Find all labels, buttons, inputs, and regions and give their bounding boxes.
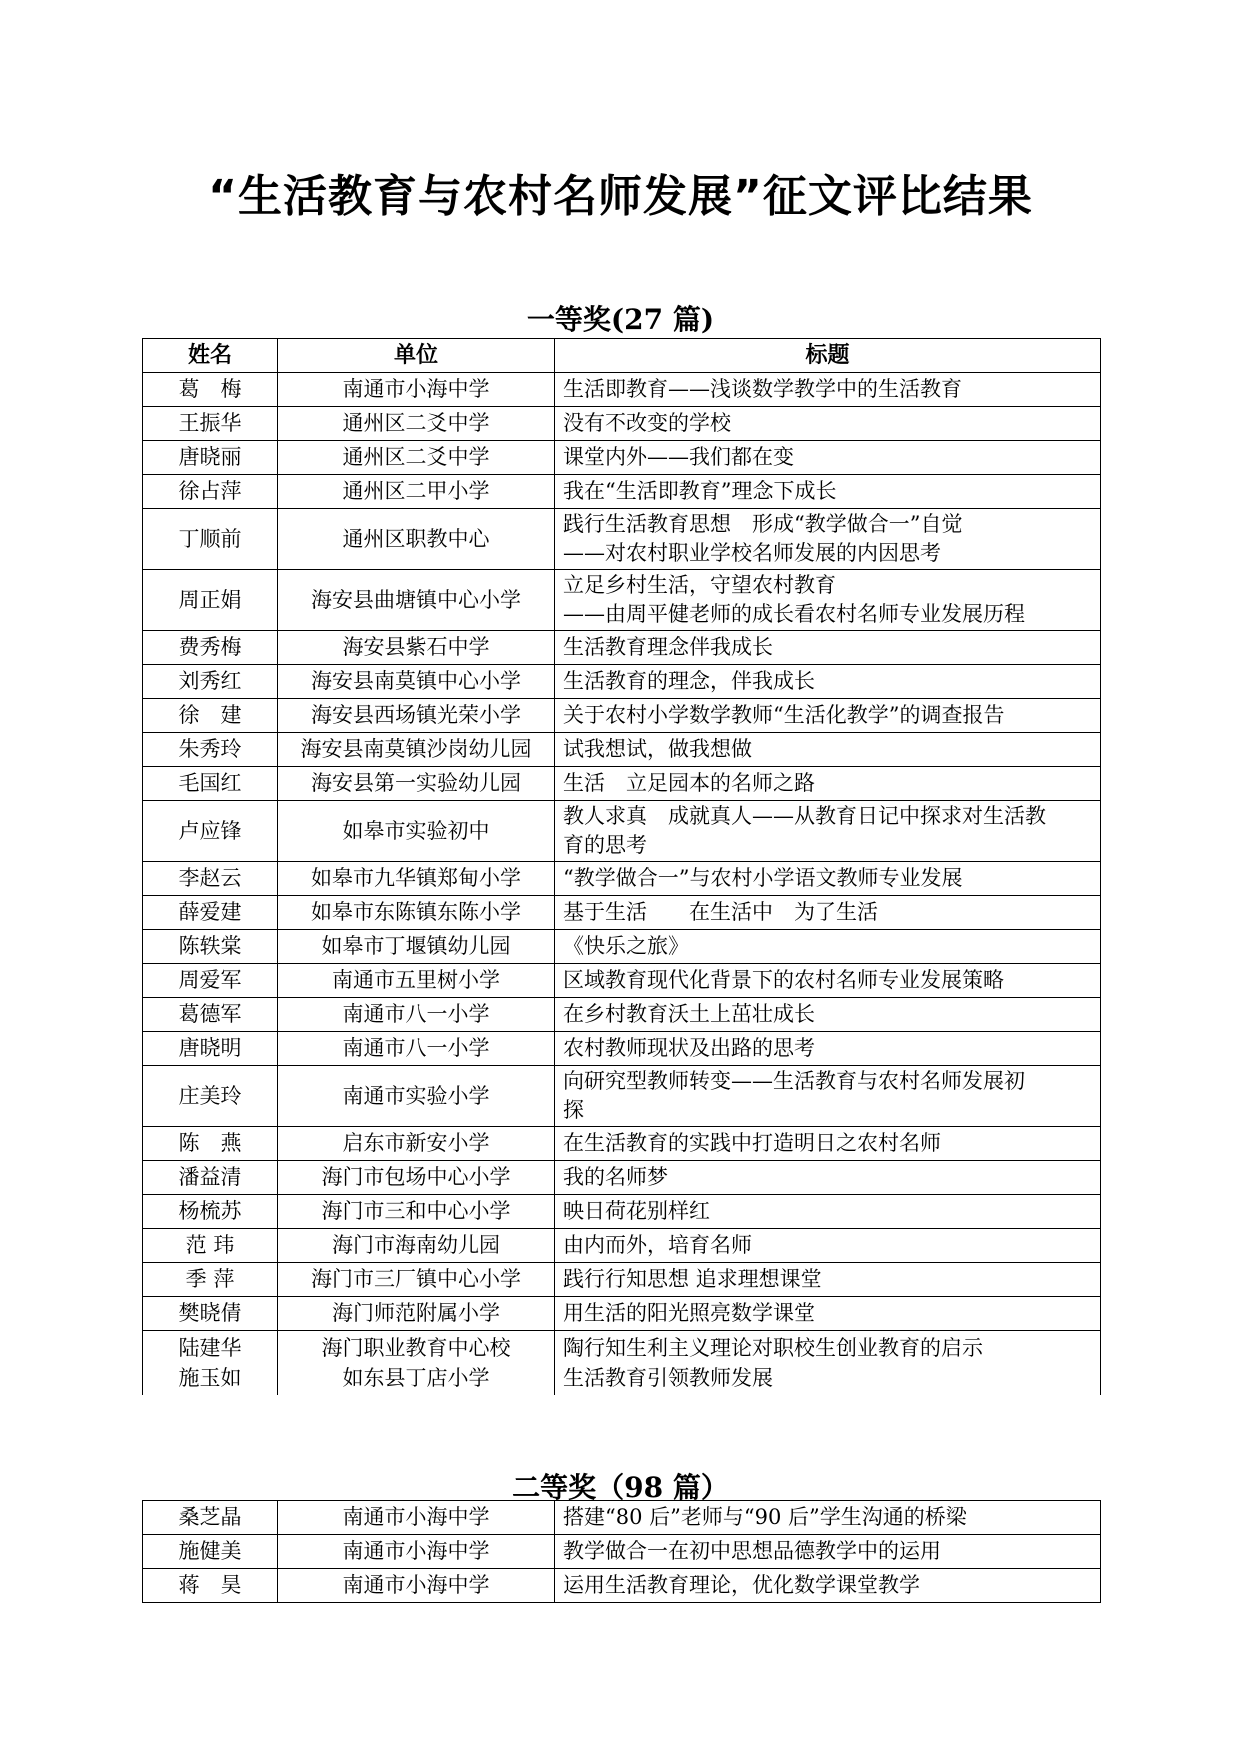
cell-unit: 海安县曲塘镇中心小学 <box>278 570 555 631</box>
table-row <box>143 930 1101 964</box>
cell-name: 李赵云 <box>143 862 278 896</box>
cell-unit: 南通市实验小学 <box>278 1066 555 1127</box>
cell-title <box>555 930 1101 964</box>
cell-unit: 海安县南莫镇沙岗幼儿园 <box>278 733 555 767</box>
cell-title <box>555 896 1101 930</box>
cell-name: 薛爱建 <box>143 896 278 930</box>
cell-unit: 启东市新安小学 <box>278 1127 555 1161</box>
cell-name: 毛国红 <box>143 767 278 801</box>
cell-name: 樊晓倩 <box>143 1297 278 1331</box>
cell-title <box>555 1535 1101 1569</box>
title-line: 生活 立足园本的名师之路 <box>563 771 815 795</box>
cell-name: 丁顺前 <box>143 509 278 570</box>
cell-unit: 海门市海南幼儿园 <box>278 1229 555 1263</box>
title-line: 向研究型教师转变——生活教育与农村名师发展初 <box>563 1069 1025 1093</box>
title-line: 践行行知思想 追求理想课堂 <box>563 1267 822 1291</box>
cell-name: 葛德军 <box>143 998 278 1032</box>
title-line: 我在“生活即教育”理念下成长 <box>563 479 837 503</box>
table-row <box>143 801 1101 862</box>
table-row <box>143 407 1101 441</box>
cell-title <box>555 373 1101 407</box>
table-row <box>143 1263 1101 1297</box>
cell-title <box>555 570 1101 631</box>
cell-unit: 南通市小海中学 <box>278 373 555 407</box>
cell-unit: 如皋市东陈镇东陈小学 <box>278 896 555 930</box>
cell-unit: 南通市小海中学 <box>278 1535 555 1569</box>
cell-unit: 南通市八一小学 <box>278 998 555 1032</box>
cell-unit: 海门市包场中心小学 <box>278 1161 555 1195</box>
cell-name: 卢应锋 <box>143 801 278 862</box>
table-row <box>143 964 1101 998</box>
cell-name: 徐占萍 <box>143 475 278 509</box>
title-line: 生活教育引领教师发展 <box>563 1366 773 1390</box>
cell-title <box>555 1229 1101 1263</box>
cell-name: 施健美 <box>143 1535 278 1569</box>
cell-title <box>555 1331 1101 1396</box>
cell-title <box>555 407 1101 441</box>
title-line: 农村教师现状及出路的思考 <box>563 1036 815 1060</box>
cell-name: 杨梳苏 <box>143 1195 278 1229</box>
cell-title <box>555 441 1101 475</box>
cell-name: 刘秀红 <box>143 665 278 699</box>
table-row <box>143 1161 1101 1195</box>
table-row <box>143 665 1101 699</box>
title-line: 由内而外，培育名师 <box>563 1233 752 1257</box>
second-prize-heading: 二等奖（98 篇） <box>512 1471 729 1504</box>
title-line: 课堂内外——我们都在变 <box>563 445 794 469</box>
table-row <box>143 373 1101 407</box>
cell-name: 陈 燕 <box>143 1127 278 1161</box>
cell-title <box>555 1127 1101 1161</box>
table-row <box>143 733 1101 767</box>
title-line: 生活教育理念伴我成长 <box>563 635 773 659</box>
cell-name <box>143 1331 278 1396</box>
cell-name: 朱秀玲 <box>143 733 278 767</box>
title-line: 我的名师梦 <box>563 1165 668 1189</box>
cell-unit: 南通市小海中学 <box>278 1569 555 1603</box>
table-row <box>143 441 1101 475</box>
cell-name: 周爱军 <box>143 964 278 998</box>
title-line: 没有不改变的学校 <box>563 411 731 435</box>
cell-unit: 南通市小海中学 <box>278 1501 555 1535</box>
cell-unit: 通州区二爻中学 <box>278 407 555 441</box>
cell-title <box>555 665 1101 699</box>
cell-unit: 海门市三厂镇中心小学 <box>278 1263 555 1297</box>
cell-name: 蒋 昊 <box>143 1569 278 1603</box>
table-row <box>143 767 1101 801</box>
cell-name: 庄美玲 <box>143 1066 278 1127</box>
cell-unit: 如皋市实验初中 <box>278 801 555 862</box>
cell-name: 王振华 <box>143 407 278 441</box>
cell-unit: 如皋市九华镇郑甸小学 <box>278 862 555 896</box>
cell-name: 费秀梅 <box>143 631 278 665</box>
unit-line: 海门职业教育中心校 <box>321 1336 511 1360</box>
cell-title <box>555 964 1101 998</box>
title-line: 教人求真 成就真人——从教育日记中探求对生活教 <box>563 804 1046 828</box>
first-prize-rows <box>143 373 1101 1396</box>
title-line: 用生活的阳光照亮数学课堂 <box>563 1301 815 1325</box>
table-row <box>143 1535 1101 1569</box>
cell-title <box>555 699 1101 733</box>
header-unit: 单位 <box>278 339 555 373</box>
title-line: 映日荷花别样红 <box>563 1199 710 1223</box>
title-line: 搭建“80 后”老师与“90 后”学生沟通的桥梁 <box>563 1505 967 1529</box>
cell-title <box>555 733 1101 767</box>
table-row <box>143 570 1101 631</box>
cell-title <box>555 998 1101 1032</box>
first-prize-heading: 一等奖(27 篇) <box>526 303 715 336</box>
table-row <box>143 1195 1101 1229</box>
cell-unit: 通州区职教中心 <box>278 509 555 570</box>
title-line: 关于农村小学数学教师“生活化教学”的调查报告 <box>563 703 1005 727</box>
header-name: 姓名 <box>143 339 278 373</box>
cell-unit <box>278 1331 555 1396</box>
name-line: 施玉如 <box>178 1366 242 1390</box>
cell-unit: 海门师范附属小学 <box>278 1297 555 1331</box>
cell-name: 潘益清 <box>143 1161 278 1195</box>
cell-unit: 海门市三和中心小学 <box>278 1195 555 1229</box>
title-line: 立足乡村生活，守望农村教育 <box>563 573 836 597</box>
title-line: 生活教育的理念，伴我成长 <box>563 669 815 693</box>
title-line: “教学做合一”与农村小学语文教师专业发展 <box>563 866 963 890</box>
cell-title <box>555 801 1101 862</box>
cell-unit: 如皋市丁堰镇幼儿园 <box>278 930 555 964</box>
title-line: ——对农村职业学校名师发展的内因思考 <box>563 541 941 565</box>
title-line: 《快乐之旅》 <box>563 934 689 958</box>
page-title: “生活教育与农村名师发展”征文评比结果 <box>208 171 1033 222</box>
cell-unit: 海安县紫石中学 <box>278 631 555 665</box>
table-row <box>143 475 1101 509</box>
cell-name: 周正娟 <box>143 570 278 631</box>
title-line: 生活即教育——浅谈数学教学中的生活教育 <box>563 377 962 401</box>
table-row <box>143 699 1101 733</box>
unit-line: 如东县丁店小学 <box>342 1366 490 1390</box>
cell-title <box>555 1032 1101 1066</box>
cell-unit: 海安县西场镇光荣小学 <box>278 699 555 733</box>
first-prize-table <box>142 338 1101 1395</box>
table-row <box>143 1297 1101 1331</box>
cell-unit: 通州区二爻中学 <box>278 441 555 475</box>
cell-title <box>555 862 1101 896</box>
table-row <box>143 631 1101 665</box>
title-line: 教学做合一在初中思想品德教学中的运用 <box>563 1539 941 1563</box>
cell-title <box>555 1066 1101 1127</box>
table-row <box>143 1229 1101 1263</box>
cell-title <box>555 1161 1101 1195</box>
cell-name: 桑芝晶 <box>143 1501 278 1535</box>
table-row <box>143 1501 1101 1535</box>
title-line: 运用生活教育理论，优化数学课堂教学 <box>563 1573 920 1597</box>
table-row <box>143 998 1101 1032</box>
table-row <box>143 1032 1101 1066</box>
cell-name: 季 萍 <box>143 1263 278 1297</box>
title-line: 区域教育现代化背景下的农村名师专业发展策略 <box>563 968 1004 992</box>
title-line: 试我想试，做我想做 <box>563 737 752 761</box>
table-row <box>143 509 1101 570</box>
cell-title <box>555 1501 1101 1535</box>
title-line: 陶行知生利主义理论对职校生创业教育的启示 <box>563 1336 983 1360</box>
table-row <box>143 1331 1101 1396</box>
table-row <box>143 1569 1101 1603</box>
cell-name: 徐 建 <box>143 699 278 733</box>
cell-title <box>555 631 1101 665</box>
second-prize-rows <box>143 1501 1101 1603</box>
cell-unit: 南通市八一小学 <box>278 1032 555 1066</box>
cell-title <box>555 509 1101 570</box>
title-line: ——由周平健老师的成长看农村名师专业发展历程 <box>563 602 1025 626</box>
cell-title <box>555 1263 1101 1297</box>
cell-unit: 通州区二甲小学 <box>278 475 555 509</box>
table-row <box>143 1066 1101 1127</box>
cell-title <box>555 1297 1101 1331</box>
cell-title <box>555 475 1101 509</box>
cell-title <box>555 1569 1101 1603</box>
second-prize-table <box>142 1500 1101 1603</box>
cell-unit: 海安县南莫镇中心小学 <box>278 665 555 699</box>
cell-unit: 海安县第一实验幼儿园 <box>278 767 555 801</box>
cell-name: 唐晓丽 <box>143 441 278 475</box>
cell-title <box>555 1195 1101 1229</box>
cell-name: 葛 梅 <box>143 373 278 407</box>
title-line: 基于生活 在生活中 为了生活 <box>563 900 878 924</box>
title-line: 在生活教育的实践中打造明日之农村名师 <box>563 1131 941 1155</box>
title-line: 在乡村教育沃土上茁壮成长 <box>563 1002 815 1026</box>
title-line: 探 <box>563 1098 584 1122</box>
cell-name: 唐晓明 <box>143 1032 278 1066</box>
name-line: 陆建华 <box>178 1336 242 1360</box>
header-title: 标题 <box>555 339 1101 373</box>
table-header-row <box>143 339 1101 373</box>
cell-name: 陈轶棠 <box>143 930 278 964</box>
cell-name: 范 玮 <box>143 1229 278 1263</box>
table-row <box>143 1127 1101 1161</box>
title-line: 践行生活教育思想 形成“教学做合一”自觉 <box>563 512 963 536</box>
table-row <box>143 896 1101 930</box>
cell-unit: 南通市五里树小学 <box>278 964 555 998</box>
cell-title <box>555 767 1101 801</box>
title-line: 育的思考 <box>563 833 647 857</box>
table-row <box>143 862 1101 896</box>
